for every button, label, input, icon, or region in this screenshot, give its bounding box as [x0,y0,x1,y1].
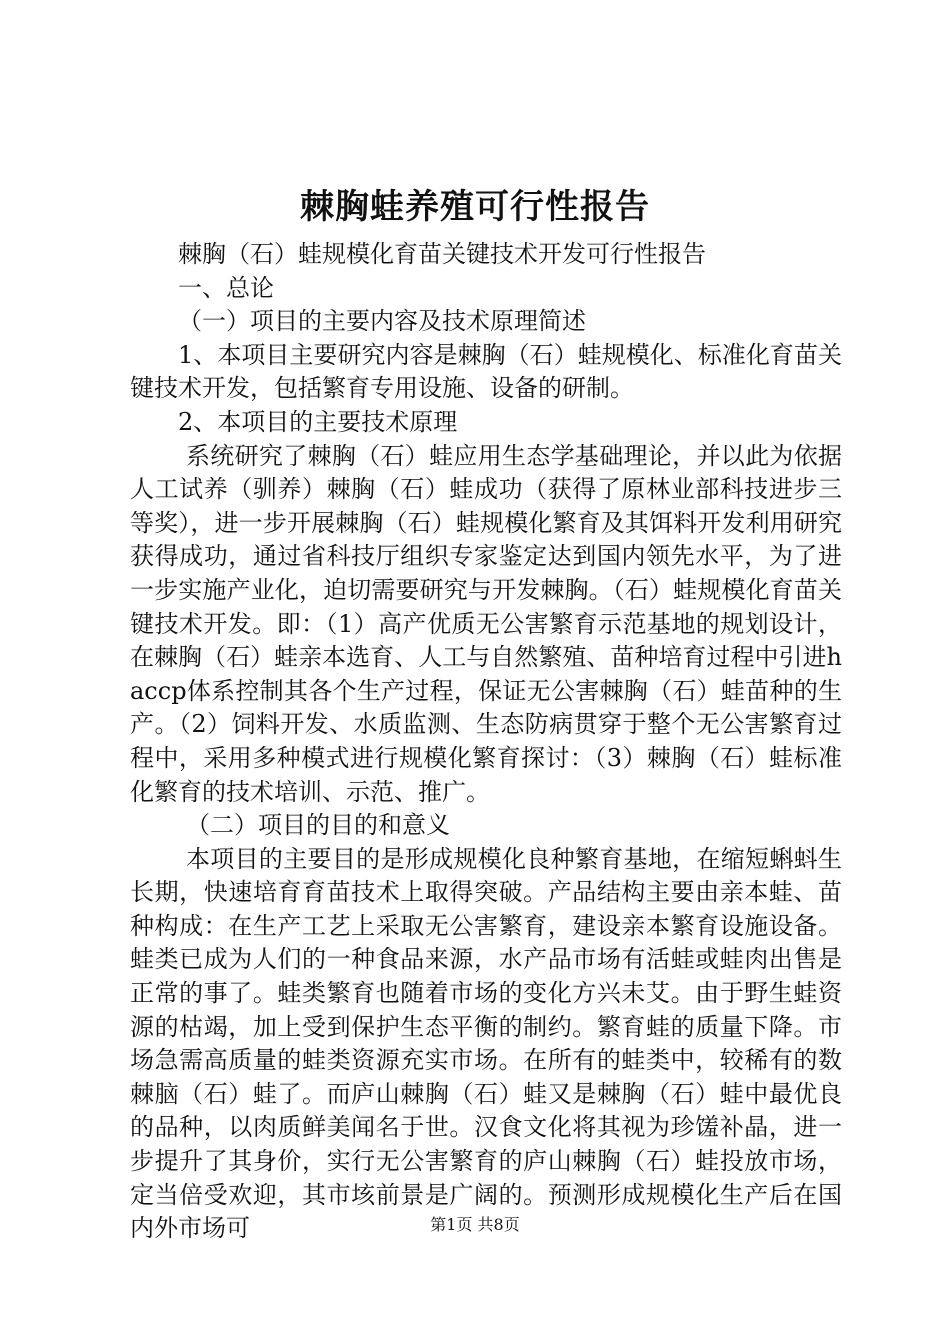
body-paragraph: 系统研究了棘胸（石）蛙应用生态学基础理论，并以此为依据人工试养（驯养）棘胸（石）蛙成功（获得了原林业部科技进步三等奖），进一步开展棘胸（石）蛙规模化繁育及其饵料开发利用研究获得成功，通过省科技厅组织专家鉴定达到国内领先水平，为了进一步实施产业化，迫切需要研究与开发棘胸。（石）蛙规模化育苗关键技术开发。即：（1）高产优质无公害繁育示范基地的规划设计，在棘胸（石）蛙亲本选育、人工与自然繁殖、苗种培育过程中引进haccp体系控制其各个生产过程，保证无公害棘胸（石）蛙苗种的生产。（2）饲料开发、水质监测、生态防病贯穿于整个无公害繁育过程中，采用多种模式进行规模化繁育探讨：（3）棘胸（石）蛙标准化繁育的技术培训、示范、推广。 [130,441,842,806]
subsection-heading: （二）项目的目的和意义 [186,811,450,840]
subsection-heading: 2、本项目的主要技术原理 [178,407,458,436]
body-paragraph: 1、本项目主要研究内容是棘胸（石）蛙规模化、标准化育苗关键技术开发，包括繁育专用设施、设备的研制。 [130,340,842,403]
report-subtitle: 棘胸（石）蛙规模化育苗关键技术开发可行性报告 [178,240,706,268]
body-paragraph: 本项目的主要目的是形成规模化良种繁育基地，在缩短蝌蚪生长期，快速培育育苗技术上取得突破。产品结构主要由亲本蛙、苗种构成：在生产工艺上采取无公害繁育，建设亲本繁育设施设备。蛙类已成为人们的一种食品来源，水产品市场有活蛙或蛙肉出售是正常的事了。蛙类繁育也随着市场的变化方兴未艾。由于野生蛙资源的枯竭，加上受到保护生态平衡的制约。繁育蛙的质量下降。市场急需高质量的蛙类资源充实市场。在所有的蛙类中，较稀有的数棘脑（石）蛙了。而庐山棘胸（石）蛙又是棘胸（石）蛙中最优良的品种，以肉质鲜美闻名于世。汉食文化将其视为珍馐补晶，进一步提升了其身价，实行无公害繁育的庐山棘胸（石）蛙投放市场，定当倍受欢迎，其市垓前景是广阔的。预测形成规模化生产后在国内外市场可 [130,844,842,1243]
page-footer: 第1页 共8页 [430,1215,520,1234]
document-body [130,238,842,1246]
subsection-heading: （一）项目的主要内容及技术原理简述 [178,307,586,336]
section-heading: 一、总论 [178,273,274,302]
document-title: 棘胸蛙养殖可行性报告 [300,187,650,227]
